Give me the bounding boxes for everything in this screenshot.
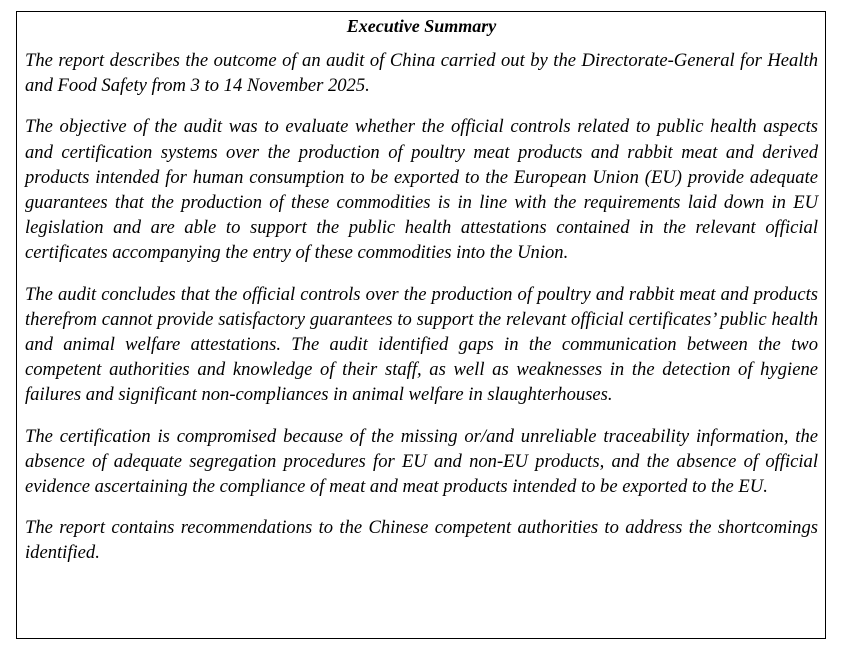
summary-title: Executive Summary (346, 16, 497, 36)
executive-summary-box (16, 11, 826, 639)
summary-paragraph-3: The audit concludes that the official controls over the production of poultry and rabbit meat and products therefrom cannot provide satisfactory guarantees to support the relevant official certificates’ public health and animal welfare attestations. The audit identified gaps in the communication between the two competent authorities and knowledge of their staff, as well as weaknesses in the detection of hygiene failures and significant non-compliances in animal welfare in slaughterhouses. (25, 283, 818, 406)
summary-paragraph-5: The report contains recommendations to the Chinese competent authorities to address the shortcomings identified. (25, 517, 818, 564)
summary-paragraph-2: The objective of the audit was to evaluate whether the official controls related to public health aspects and certification systems over the production of poultry meat products and rabbit meat and derived products intended for human consumption to be exported to the European Union (EU) provide adequate guarantees that the production of these commodities is in line with the requirements laid down in EU legislation and are able to support the public health attestations contained in the relevant official certificates accompanying the entry of these commodities into the Union. (25, 116, 818, 264)
summary-paragraph-4: The certification is compromised because of the missing or/and unreliable traceability information, the absence of adequate segregation procedures for EU and non-EU products, and the absence of official evidence ascertaining the compliance of meat and meat products intended to be exported to the EU. (25, 425, 818, 498)
summary-paragraph-1: The report describes the outcome of an audit of China carried out by the Directorate-General for Health and Food Safety from 3 to 14 November 2025. (25, 50, 818, 97)
